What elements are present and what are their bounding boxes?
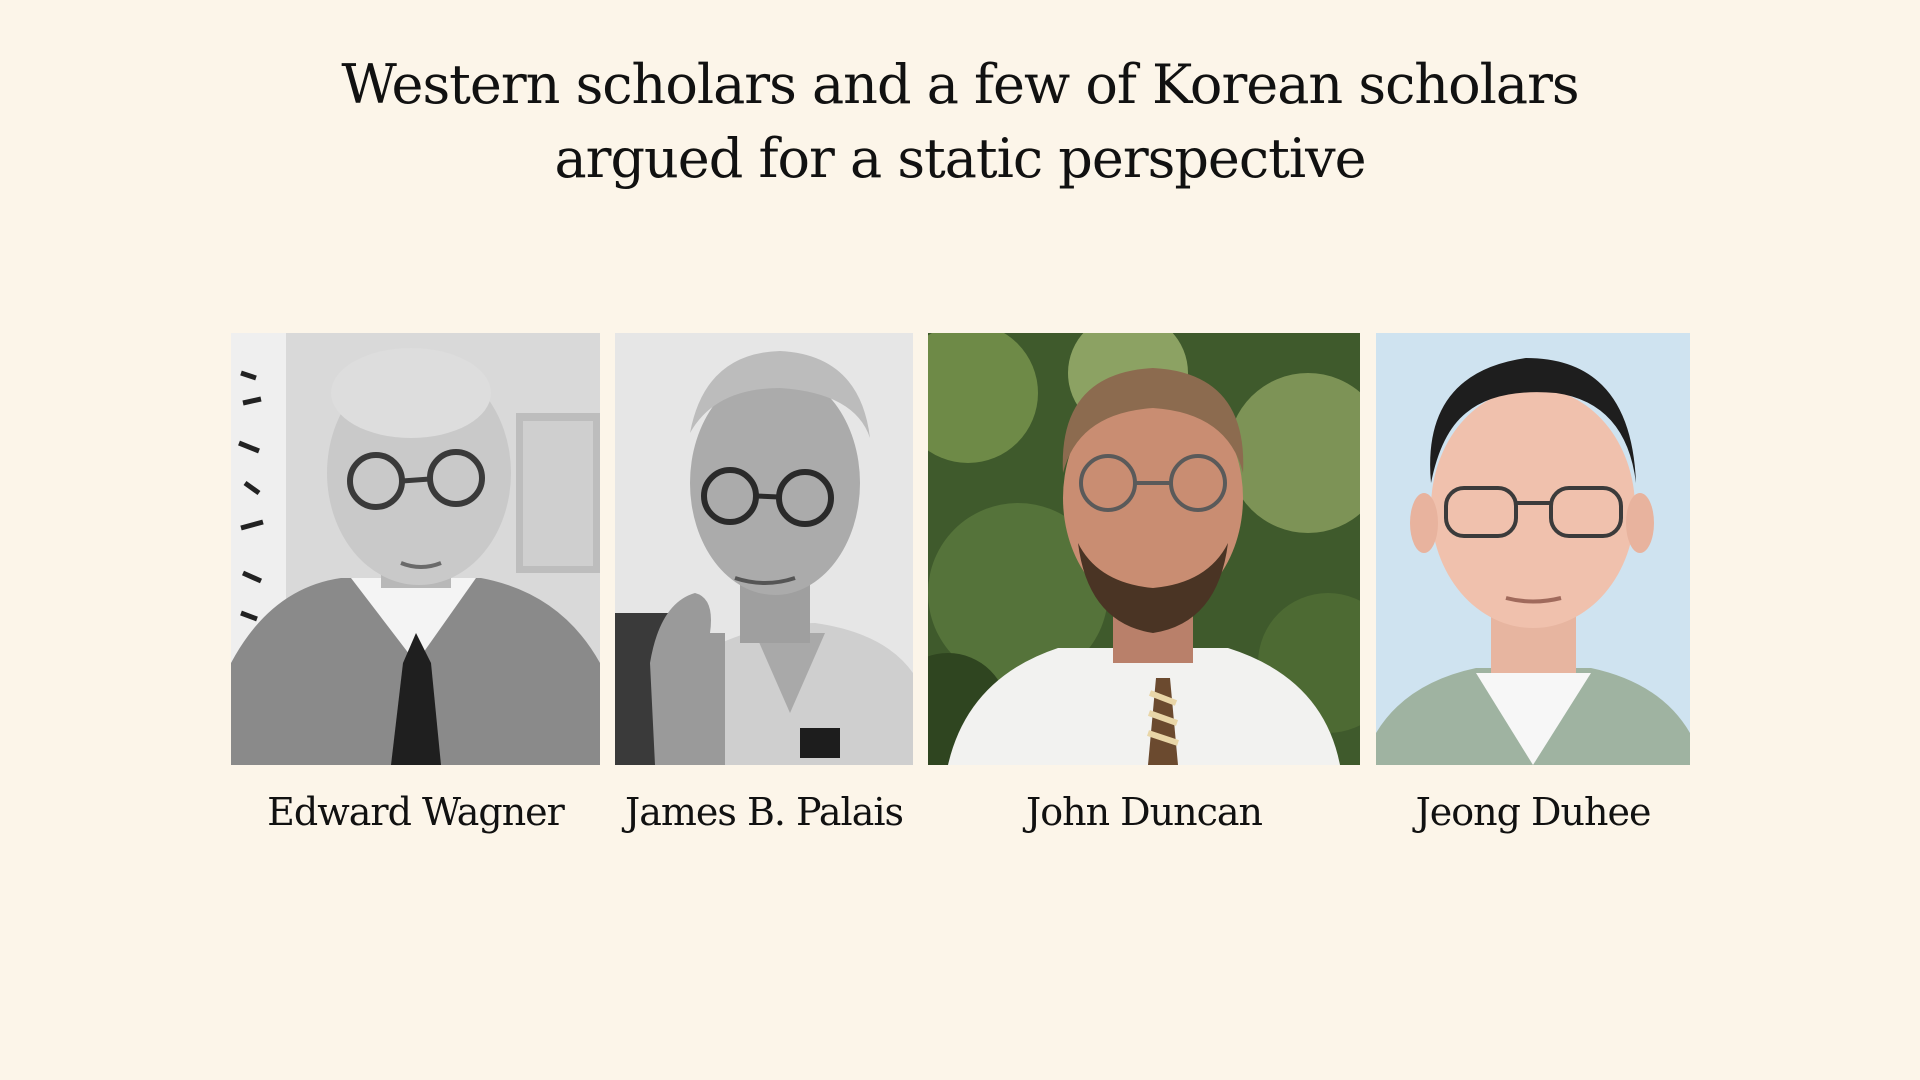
caption-jeong-duhee: Jeong Duhee <box>1415 790 1651 834</box>
slide-title <box>0 48 1920 196</box>
caption-edward-wagner: Edward Wagner <box>267 790 564 834</box>
caption-john-duncan: John Duncan <box>1026 790 1262 834</box>
portrait-jeong-duhee-image <box>1376 333 1690 765</box>
portrait-jeong-duhee <box>1376 333 1690 765</box>
caption-james-b-palais: James B. Palais <box>624 790 904 834</box>
portrait-edward-wagner <box>231 333 600 765</box>
portrait-james-b-palais <box>615 333 913 765</box>
title-line-1: Western scholars and a few of Korean scholars <box>341 53 1579 116</box>
portrait-james-b-palais-image <box>615 333 913 765</box>
portrait-edward-wagner-image <box>231 333 600 765</box>
portrait-john-duncan-image <box>928 333 1360 765</box>
portrait-john-duncan <box>928 333 1360 765</box>
title-line-2: argued for a static perspective <box>554 127 1366 190</box>
